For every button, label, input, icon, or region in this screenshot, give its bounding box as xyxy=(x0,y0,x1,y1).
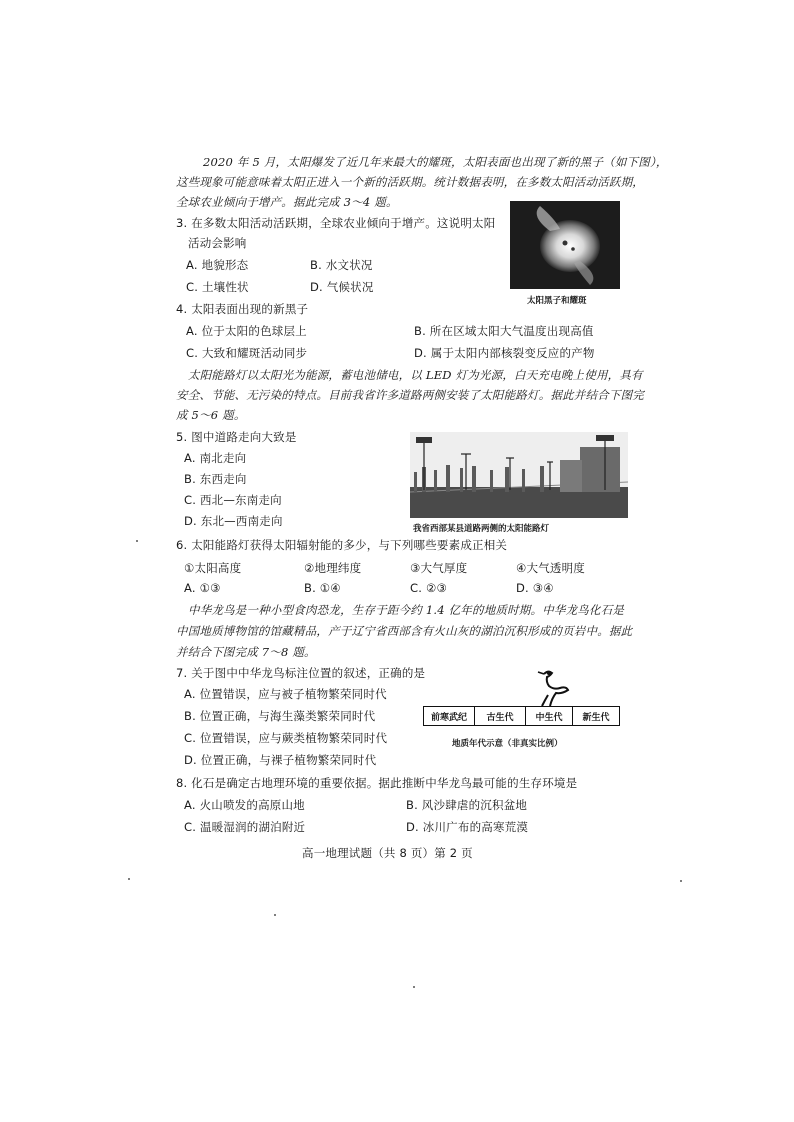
intro3-line3: 并结合下图完成 7～8 题。 xyxy=(176,645,316,659)
geologic-timeline xyxy=(423,706,620,726)
q6-item-2: ②地理纬度 xyxy=(304,561,362,575)
q4-stem: 4. 太阳表面出现的新黑子 xyxy=(176,302,309,316)
sun-flare-photo xyxy=(510,201,620,289)
q6-option-d: D. ③④ xyxy=(516,581,554,595)
q6-stem: 6. 太阳能路灯获得太阳辐射能的多少，与下列哪些要素成正相关 xyxy=(176,538,508,552)
q4-option-a: A. 位于太阳的色球层上 xyxy=(186,324,307,338)
q7-option-a: A. 位置错误，应与被子植物繁荣同时代 xyxy=(184,687,387,701)
q7-option-b: B. 位置正确，与海生藻类繁荣同时代 xyxy=(184,709,376,723)
q7-stem: 7. 关于图中中华龙鸟标注位置的叙述，正确的是 xyxy=(176,666,426,680)
sinosauropteryx-icon xyxy=(530,668,570,708)
intro1-line2: 这些现象可能意味着太阳正进入一个新的活跃期。统计数据表明，在多数太阳活动活跃期， xyxy=(176,175,644,189)
scan-speck xyxy=(680,880,682,882)
q3-option-b: B. 水文状况 xyxy=(310,258,373,272)
scan-speck xyxy=(274,914,276,916)
timeline-caption: 地质年代示意（非真实比例） xyxy=(452,739,563,749)
q7-option-c: C. 位置错误，应与蕨类植物繁荣同时代 xyxy=(184,731,388,745)
q6-option-b: B. ①④ xyxy=(304,581,341,595)
q6-option-a: A. ①③ xyxy=(184,581,221,595)
q8-option-b: B. 风沙肆虐的沉积盆地 xyxy=(406,798,528,812)
q6-item-3: ③大气厚度 xyxy=(410,561,468,575)
intro2-line1: 太阳能路灯以太阳光为能源，蓄电池储电，以 LED 灯为光源，白天充电晚上使用，具有 xyxy=(188,368,643,382)
sun-flare-illustration xyxy=(510,201,620,289)
intro2-line3: 成 5～6 题。 xyxy=(176,408,246,422)
q4-option-c: C. 大致和耀斑活动同步 xyxy=(186,346,308,360)
q5-stem: 5. 图中道路走向大致是 xyxy=(176,430,297,444)
q6-option-c: C. ②③ xyxy=(410,581,447,595)
scan-speck xyxy=(128,878,130,880)
era-precambrian: 前寒武纪 xyxy=(424,707,475,725)
q8-option-c: C. 温暖湿润的湖泊附近 xyxy=(184,820,306,834)
q3-option-a: A. 地貌形态 xyxy=(186,258,249,272)
era-paleozoic: 古生代 xyxy=(475,707,526,725)
scan-speck xyxy=(413,986,415,988)
q7-option-d: D. 位置正确，与裸子植物繁荣同时代 xyxy=(184,753,377,767)
street-scene-illustration xyxy=(410,432,628,518)
q5-option-a: A. 南北走向 xyxy=(184,451,247,465)
q8-option-a: A. 火山喷发的高原山地 xyxy=(184,798,305,812)
intro1-line3: 全球农业倾向于增产。据此完成 3～4 题。 xyxy=(176,195,398,209)
solar-streetlight-photo xyxy=(410,432,628,518)
q3-option-d: D. 气候状况 xyxy=(310,280,374,294)
scan-speck xyxy=(136,540,138,542)
q3-option-c: C. 土壤性状 xyxy=(186,280,249,294)
era-mesozoic: 中生代 xyxy=(526,707,573,725)
era-cenozoic: 新生代 xyxy=(582,712,610,723)
q6-item-1: ①太阳高度 xyxy=(184,561,242,575)
q3-stem: 3. 在多数太阳活动活跃期，全球农业倾向于增产。这说明太阳 xyxy=(176,216,496,230)
q5-option-b: B. 东西走向 xyxy=(184,472,247,486)
q5-option-c: C. 西北—东南走向 xyxy=(184,493,282,507)
intro3-line2: 中国地质博物馆的馆藏精品，产于辽宁省西部含有火山灰的湖泊沉积形成的页岩中。据此 xyxy=(176,624,633,638)
intro2-line2: 安全、节能、无污染的特点。目前我省许多道路两侧安装了太阳能路灯。据此并结合下图完 xyxy=(176,388,644,402)
q6-item-4: ④大气透明度 xyxy=(516,561,586,575)
q4-option-b: B. 所在区域太阳大气温度出现高值 xyxy=(414,324,594,338)
q8-option-d: D. 冰川广布的高寒荒漠 xyxy=(406,820,529,834)
q8-stem: 8. 化石是确定古地理环境的重要依据。据此推断中华龙鸟最可能的生存环境是 xyxy=(176,776,578,790)
q5-option-d: D. 东北—西南走向 xyxy=(184,514,283,528)
sun-photo-caption: 太阳黑子和耀斑 xyxy=(527,296,587,306)
intro1-line1: 2020 年 5 月，太阳爆发了近几年来最大的耀斑，太阳表面也出现了新的黑子（如下图）， xyxy=(203,155,668,169)
road-photo-caption: 我省西部某县道路两侧的太阳能路灯 xyxy=(413,524,550,534)
page-footer: 高一地理试题（共 8 页）第 2 页 xyxy=(302,846,473,860)
intro3-line1: 中华龙鸟是一种小型食肉恐龙，生存于距今约 1.4 亿年的地质时期。中华龙鸟化石是 xyxy=(188,603,625,617)
q3-stem-cont: 活动会影响 xyxy=(188,236,247,250)
q4-option-d: D. 属于太阳内部核裂变反应的产物 xyxy=(414,346,595,360)
